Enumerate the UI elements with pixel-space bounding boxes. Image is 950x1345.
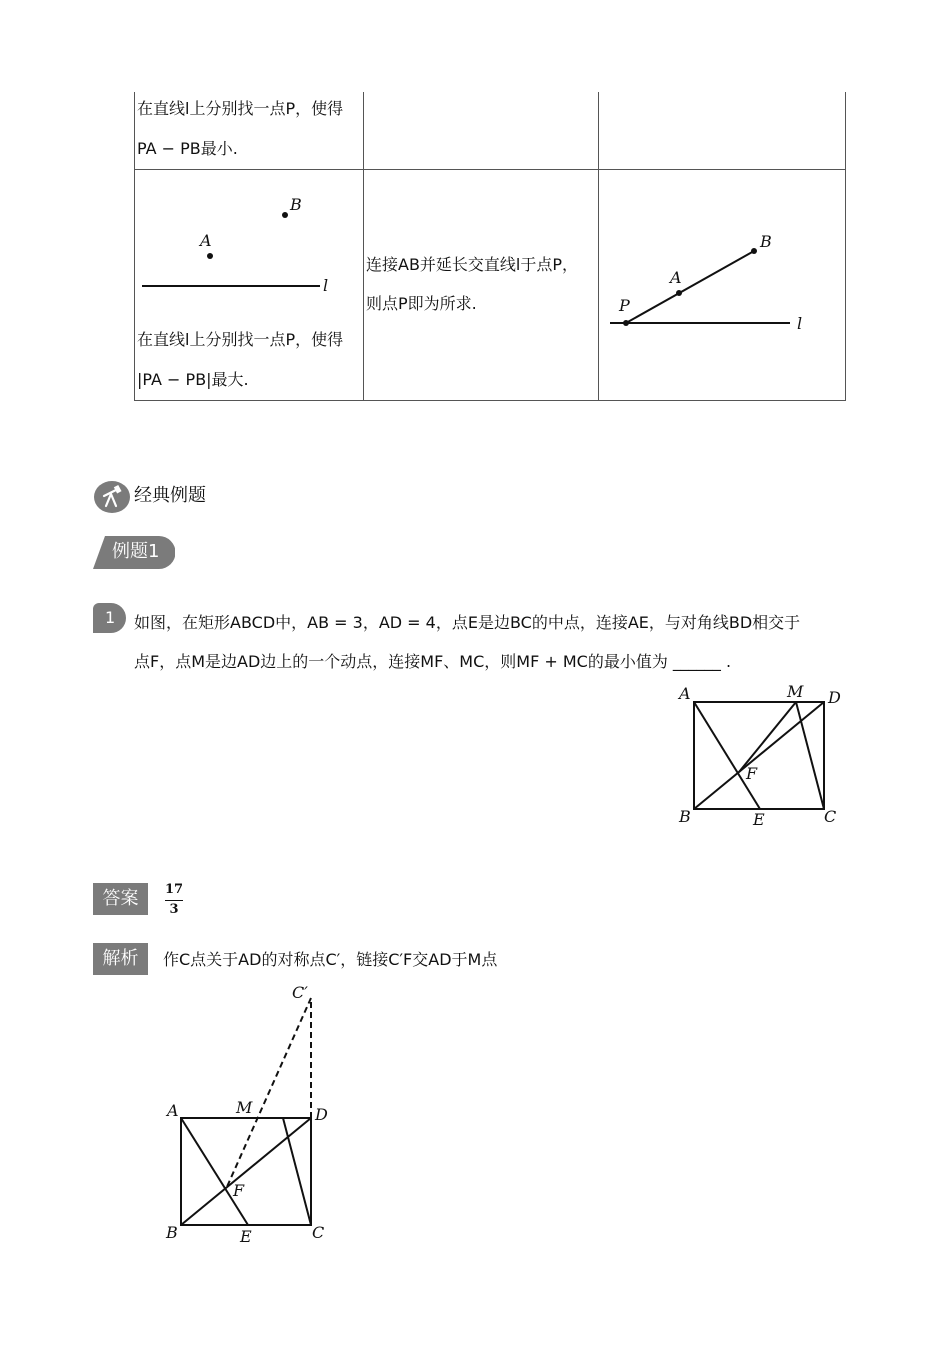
answer-denominator: 3 [169,902,179,917]
table-border-bottom [134,400,846,401]
analysis-label: 解析 [93,943,148,975]
row2-method-line1: 连接AB并延长交直线l于点P， [366,255,579,274]
fig-label-B: B [679,807,691,826]
table-border-col2 [363,92,364,401]
ana-label-C2: C′ [292,983,308,1002]
question-line1: 如图，在矩形ABCD中，AB = 3，AD = 4，点E是边BC的中点，连接AE，与对角线BD相交于 [134,613,801,632]
fig-label-M: M [787,682,804,701]
fig-label-D: D [828,688,841,707]
analysis-figure [155,978,345,1248]
row2-result-diagram [600,225,843,345]
ana-label-D: D [315,1105,328,1124]
analysis-text: 作C点关于AD的对称点C′，链接C′F交AD于M点 [163,950,498,969]
table-border-left [134,92,135,401]
ana-label-M: M [236,1098,253,1117]
fig-label-F: F [746,764,758,783]
question-line2: 点F，点M是边AD边上的一个动点，连接MF、MC，则MF + MC的最小值为 ______ . [134,652,732,671]
answer-fraction-bar [165,900,183,901]
ana-label-A: A [167,1101,179,1120]
ana-label-B: B [166,1223,178,1242]
fig-label-E: E [753,810,765,829]
telescope-icon [94,480,130,514]
label-B: B [760,232,772,251]
answer-numerator: 17 [164,882,184,897]
label-l: l [797,314,803,333]
section-title: 经典例题 [134,485,206,506]
row1-condition-line2: PA − PB最小. [137,139,238,158]
question-number: 1 [105,608,116,627]
example-figure [670,680,850,830]
fig-label-C: C [824,807,837,826]
table-row-divider [134,169,846,170]
answer-label: 答案 [93,883,148,915]
ana-label-F: F [233,1181,245,1200]
row2-method-line2: 则点P即为所求. [366,294,477,313]
label-A: A [200,231,212,250]
row2-condition-line2: |PA − PB|最大. [137,370,249,389]
fig-label-A: A [679,684,691,703]
row2-condition-diagram [136,190,362,300]
row2-condition-line1: 在直线l上分别找一点P，使得 [137,330,344,349]
label-A: A [670,268,682,287]
table-border-col3 [598,92,599,401]
label-P: P [619,296,630,315]
example-tag-label: 例题1 [112,541,160,562]
row1-condition-line1: 在直线l上分别找一点P，使得 [137,99,344,118]
ana-label-C: C [312,1223,325,1242]
label-B: B [290,195,302,214]
label-l: l [323,276,329,295]
ana-label-E: E [240,1227,252,1246]
table-border-right [845,92,846,401]
